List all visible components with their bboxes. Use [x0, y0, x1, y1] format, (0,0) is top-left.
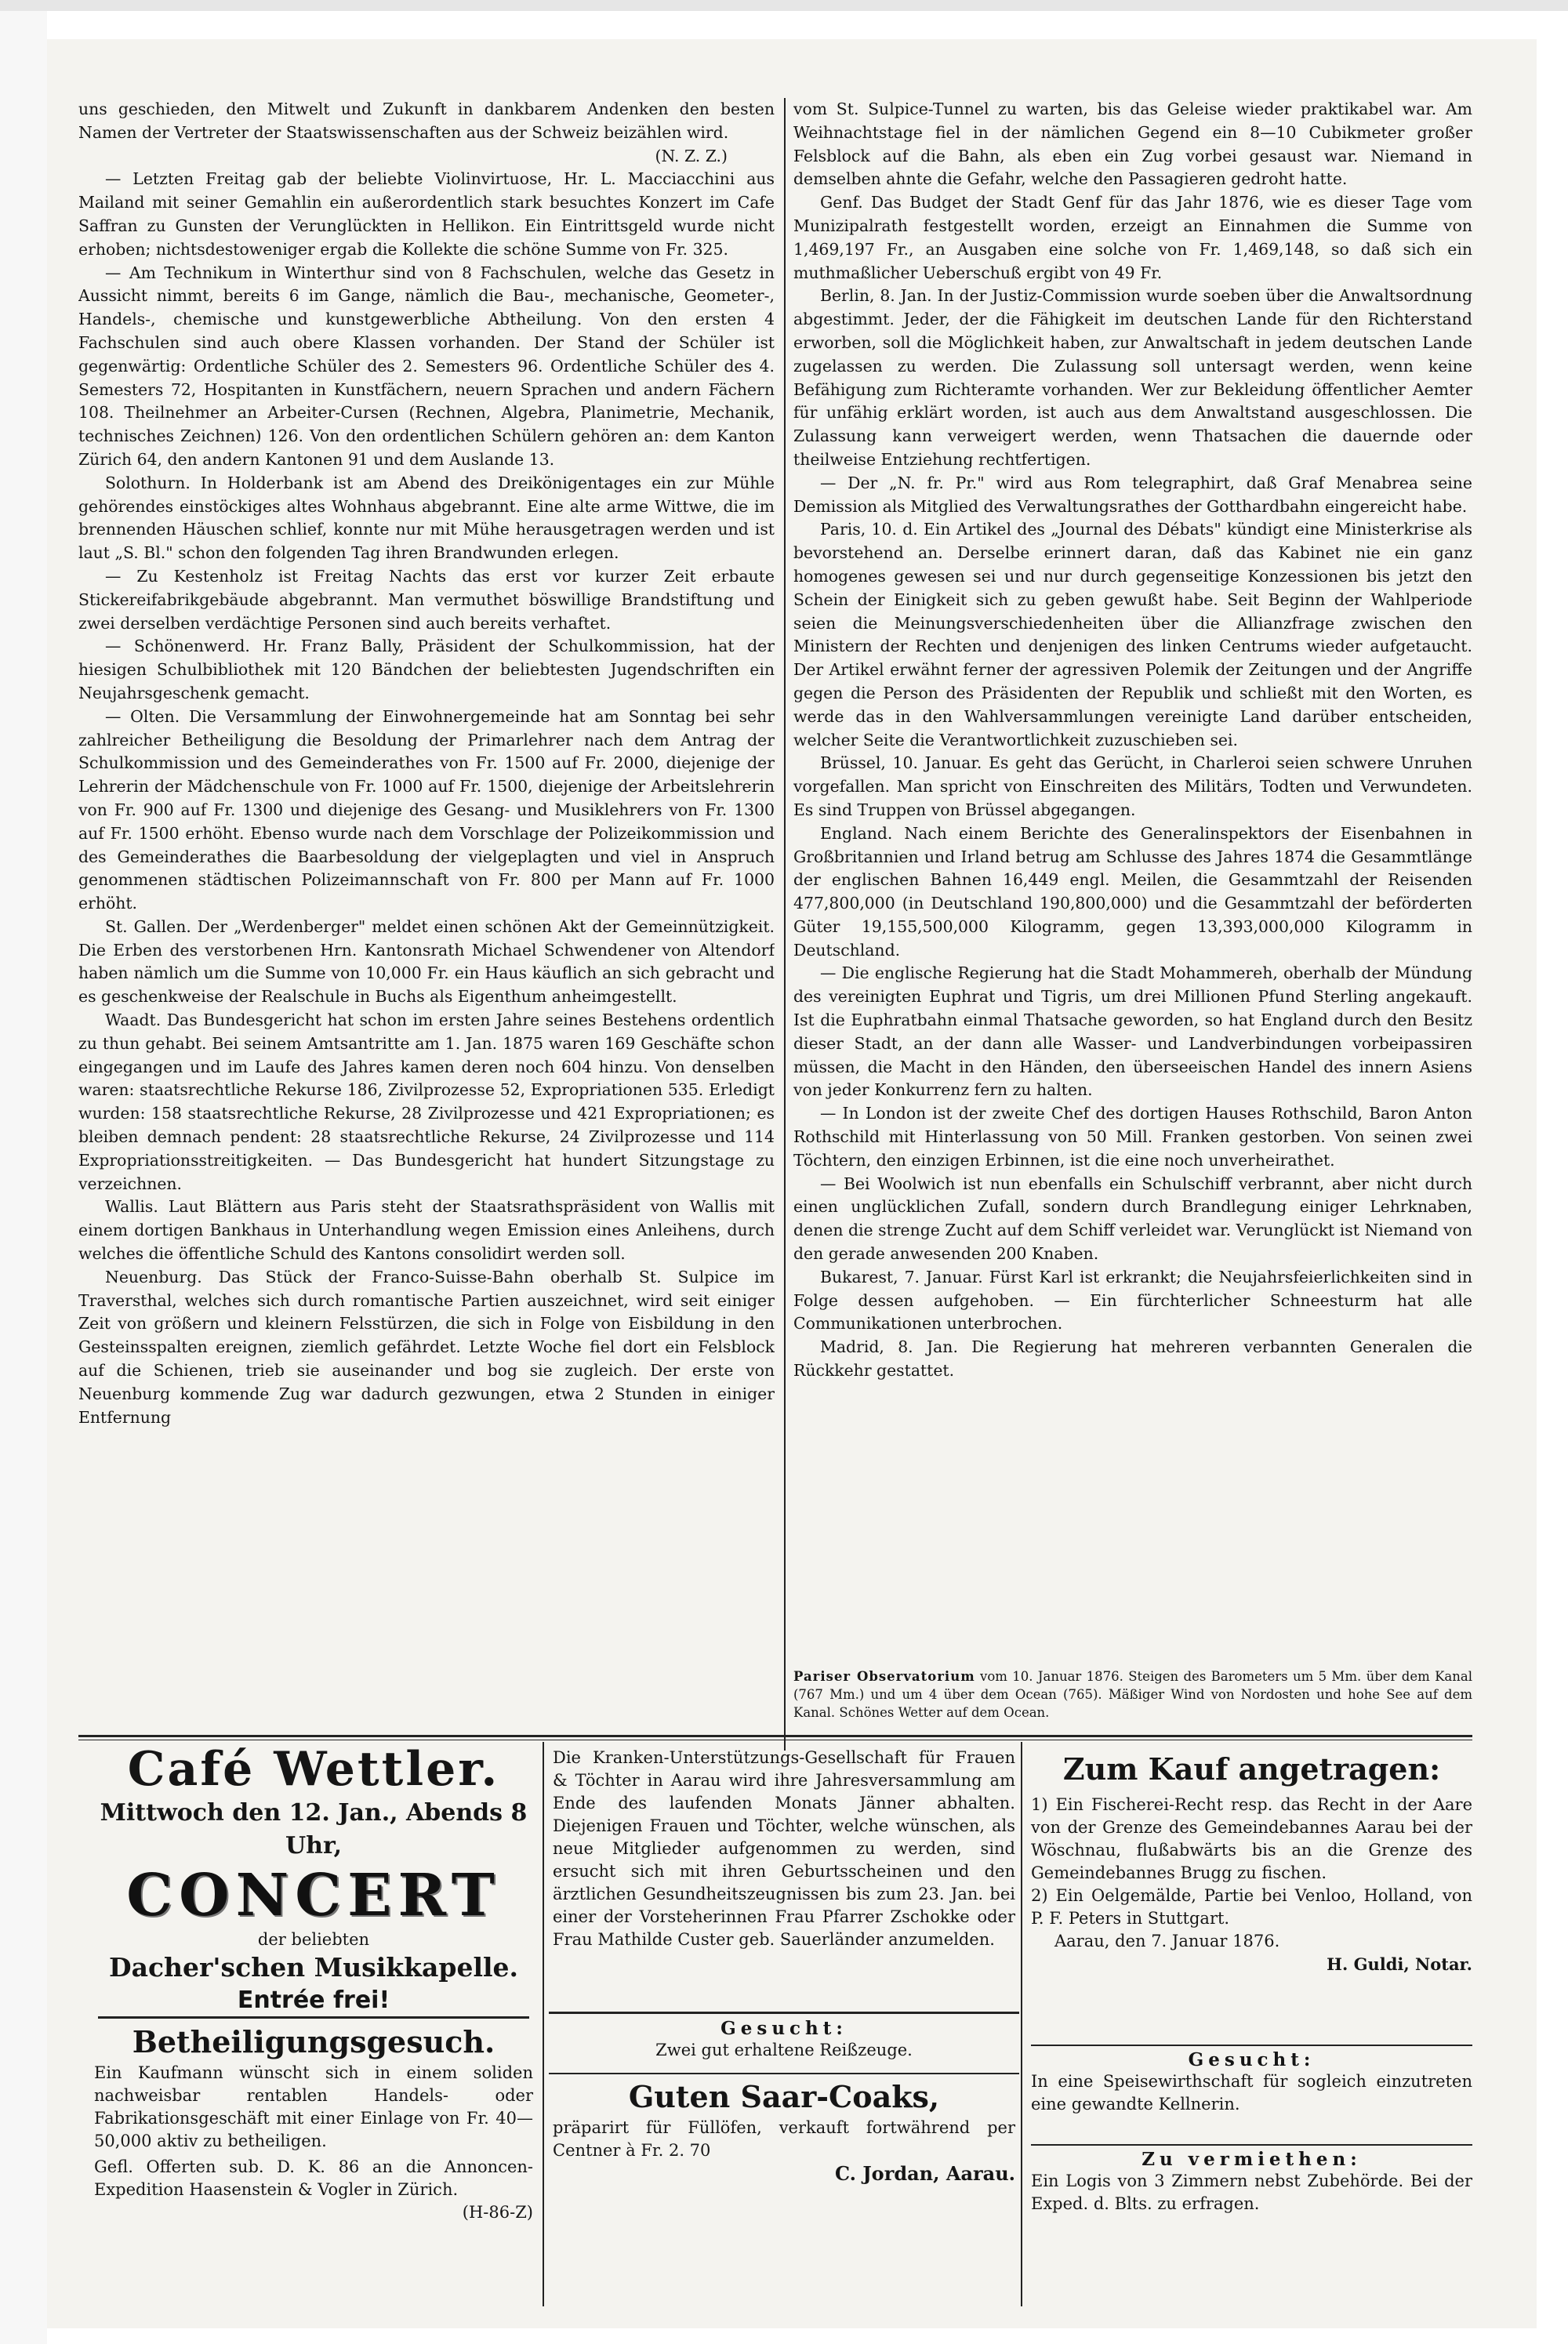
article-paragraph: — Schönenwerd. Hr. Franz Bally, Präsident der Schulkommission, hat der hiesigen Schulbibliothek mit 120 Bändchen der beliebtesten Jugendschriften ein Neujahrsgeschenk gemacht. [78, 637, 775, 702]
ad-separator [549, 2012, 1019, 2014]
article-paragraph: St. Gallen. Der „Werdenberger" meldet einen schönen Akt der Gemeinnützigkeit. Die Erben des verstorbenen Hrn. Kantonsrath Michael Schwendener von Altendorf haben nämlich um die Summe von 10,000 Fr. ein Haus käuflich an sich gebracht und es geschenkweise der Realschule in Buchs als Eigenthum anheimgestellt. [78, 916, 775, 1007]
article-paragraph: — Zu Kestenholz ist Freitag Nachts das erst vor kurzer Zeit erbaute Stickereifabrikgebäude abgebrannt. Man vermuthet böswillige Brandstiftung und zwei derselben verdächtige Personen sind auch bereits verhaftet. [78, 566, 775, 633]
article-paragraph: Paris, 10. d. Ein Artikel des „Journal des Débats" kündigt eine Ministerkrise als bevorstehend an. Derselbe erinnert daran, daß das Kabinet nie ein ganz homogenes gewesen sei und nur durch gegenseitige Konzessionen bis jetzt den Schein der Einigkeit sich zu geben gewußt habe. Seit Beginn der Wahlperiode seien die Meinungsverschiedenheiten über die Allianzfrage zwischen den Ministern der Rechten und denjenigen des linken Centrums wieder aufgetaucht. Der Artikel erwähnt ferner der agressiven Polemik der Zeitungen und der Angriffe gegen die Person des Präsidenten der Republik und schließt mit den Worten, es werde das in den Wahlversammlungen vereinigte Land darüber entscheiden, welcher Seite die Verantwortlichkeit zuzuschieben sei. [793, 520, 1472, 749]
betheiligung-title: Betheiligungsgesuch. [132, 2024, 495, 2059]
kauf-date: Aarau, den 7. Januar 1876. [1054, 1932, 1280, 1950]
kellnerin-text: In eine Speisewirthschaft für sogleich einzutreten eine gewandte Kellnerin. [1031, 2072, 1472, 2114]
kauf-signature: H. Guldi, Notar. [1327, 1954, 1472, 1974]
kauf-item-2: 2) Ein Oelgemälde, Partie bei Venloo, Holland, von P. F. Peters in Stuttgart. [1031, 1886, 1472, 1928]
article-paragraph: Berlin, 8. Jan. In der Justiz-Commission wurde soeben über die Anwaltsordnung abgestimmt. Jeder, der die Fähigkeit im deutschen Lande für den Richterstand erworben, soll die Möglichkeit haben, zur Anwaltschaft in jedem deutschen Lande zugelassen zu werden. Die Zulassung soll untersagt werden, wenn keine Befähigung zum Richteramte vorhanden. Wer zur Bekleidung öffentlicher Aemter für unfähig erklärt worden, ist auch aus dem Anwaltstand ausgeschlossen. Die Zulassung kann verweigert werden, wenn Thatsachen die dauernde oder theilweise Entziehung rechtfertigen. [793, 286, 1472, 469]
article-paragraph: Solothurn. In Holderbank ist am Abend des Dreikönigentages ein zur Mühle gehörendes einstöckiges altes Wohnhaus abgebrannt. Eine alte arme Wittwe, die im brennenden Häuschen schlief, konnte nur mit Mühe herausgetragen werden und ist laut „S. Bl." schon den folgenden Tag ihren Brandwunden erlegen. [78, 473, 775, 563]
article-paragraph: — Letzten Freitag gab der beliebte Violinvirtuose, Hr. L. Macciacchini aus Mailand mit seiner Gemahlin ein außerordentlich stark besuchtes Konzert im Cafe Saffran zu Gunsten der Verunglückten in Hellikon. Ein Eintrittsgeld wurde nicht erhoben; nichtsdestoweniger ergab die Kollekte die schöne Summe von Fr. 325. [78, 169, 775, 259]
ad-separator [549, 2073, 1019, 2074]
article-paragraph: Bukarest, 7. Januar. Fürst Karl ist erkrankt; die Neujahrsfeierlichkeiten sind in Folge dessen aufgehoben. — Ein fürchterlicher Schneesturm hat alle Communikationen unterbrochen. [793, 1267, 1472, 1333]
cafe-wettler-ad [78, 1742, 549, 2016]
coaks-signature: C. Jordan, Aarau. [834, 2162, 1015, 2185]
observatory-heading: Pariser Observatorium [793, 1669, 975, 1684]
entry-note: Entrée frei! [237, 1987, 390, 2014]
reisszeuge-title: Gesucht: [720, 2018, 848, 2039]
concert-date: Mittwoch den 12. Jan., Abends 8 Uhr, [100, 1799, 528, 1860]
article-paragraph: — In London ist der zweite Chef des dortigen Hauses Rothschild, Baron Anton Rothschild mit Hinterlassung von 50 Mill. Franken gestorben. Von seinen zwei Töchtern, den einzigen Erbinnen, ist die eine noch unverheirathet. [793, 1104, 1472, 1170]
betheiligung-offer: Gefl. Offerten sub. D. K. 86 an die Annoncen-Expedition Haasenstein & Vogler in Zürich. [94, 2157, 533, 2199]
ad-column-divider [543, 1742, 544, 2306]
article-paragraph: Brüssel, 10. Januar. Es geht das Gerücht, in Charleroi seien schwere Unruhen vorgefallen. Man spricht von Einschreiten des Militärs, Todten und Verwundeten. Es sind Truppen von Brüssel abgegangen. [793, 753, 1472, 819]
kellnerin-ad [1031, 2049, 1472, 2116]
vermiethen-text: Ein Logis von 3 Zimmern nebst Zubehörde. Bei der Exped. d. Blts. zu erfragen. [1031, 2172, 1472, 2213]
article-paragraph: Waadt. Das Bundesgericht hat schon im ersten Jahre seines Bestehens ordentlich zu thun gehabt. Bei seinem Amtsantritte am 1. Jan. 1875 waren 169 Geschäfte schon eingegangen und im Laufe des Jahres kamen deren noch 604 hinzu. Von denselben waren: staatsrechtliche Rekurse 186, Zivilprozesse 52, Expropriationen 535. Erledigt wurden: 158 staatsrechtliche Rekurse, 28 Zivilprozesse und 421 Expropriationen; es bleiben demnach pendent: 28 staatsrechtliche Rekurse, 24 Zivilprozesse und 114 Expropriationsstreitigkeiten. — Das Bundesgericht hat hundert Sitzungstage zu verzeichnen. [78, 1011, 775, 1193]
ad-column-divider [1021, 1742, 1022, 2306]
betheiligung-code: (H-86-Z) [462, 2203, 533, 2222]
article-paragraph: — Der „N. fr. Pr." wird aus Rom telegraphirt, daß Graf Menabrea seine Demission als Mitglied des Verwaltungsrathes der Gotthardbahn eingereicht habe. [793, 473, 1472, 516]
column-divider [784, 98, 786, 1751]
kauf-item-1: 1) Ein Fischerei-Recht resp. das Recht in der Aare von der Grenze des Gemeindebannes Aarau bei der Wöschnau, flußabwärts bis an die Grenze des Gemeindebannes Brugg zu fischen. [1031, 1795, 1472, 1882]
article-paragraph: — Die englische Regierung hat die Stadt Mohammereh, oberhalb der Mündung des vereinigten Euphrat und Tigris, um drei Millionen Pfund Sterling angekauft. Ist die Euphratbahn einmal Thatsache geworden, so hat England durch den Besitz dieser Stadt, an der dann alle Wasser- und Landverbindungen vorbeipassiren müssen, die Macht in den Händen, den überseeischen Handel des innern Asiens von jeder Konkurrenz fern zu halten. [793, 963, 1472, 1100]
binding-margin [0, 0, 47, 2344]
kellnerin-title: Gesucht: [1188, 2049, 1316, 2070]
observatory-text: vom 10. Januar 1876. Steigen des Barometers um 5 Mm. über dem Kanal (767 Mm.) und um 4 über dem Ocean (765). Mäßiger Wind von Nordosten und hohe See auf dem Kanal. Schönes Wetter auf dem Ocean. [793, 1669, 1472, 1720]
page-top-edge [0, 0, 1568, 11]
reisszeuge-text: Zwei gut erhaltene Reißzeuge. [655, 2041, 913, 2059]
article-paragraph: vom St. Sulpice-Tunnel zu warten, bis das Geleise wieder praktikabel war. Am Weihnachtstage fiel in der nämlichen Gegend ein 8—10 Cubikmeter großer Felsblock auf die Bahn, als eben ein Zug vorbei gesaust war. Niemand in demselben ahnte die Gefahr, welche den Passagieren gedroht hatte. [793, 100, 1472, 189]
ads-divider-top [78, 1735, 1472, 1737]
article-paragraph: Madrid, 8. Jan. Die Regierung hat mehreren verbannten Generalen die Rückkehr gestattet. [793, 1337, 1472, 1381]
concert-heading: CONCERT [126, 1862, 501, 1929]
article-source: (N. Z. Z.) [655, 146, 728, 165]
right-news-column [793, 98, 1472, 1760]
kranken-text: Die Kranken-Unterstützungs-Gesellschaft für Frauen & Töchter in Aarau wird ihre Jahresversammlung am Ende des laufenden Monats Jänner abhalten. Diejenigen Frauen und Töchter, welche wünschen, als neue Mitglieder aufgenommen zu werden, sind ersucht sich mit ihren Geburtsscheinen und den ärztlichen Gesundheitszeugnissen bis zum 23. Jan. bei einer der Vorsteherinnen Frau Pfarrer Zschokke oder Frau Mathilde Custer geb. Sauerländer anzumelden. [553, 1748, 1015, 1949]
coaks-title: Guten Saar-Coaks, [628, 2079, 940, 2114]
cafe-title: Café Wettler. [127, 1742, 500, 1797]
betheiligung-text: Ein Kaufmann wünscht sich in einem soliden nachweisbar rentablen Handels- oder Fabrikationsgeschäft mit einer Einlage von Fr. 40—50,000 aktiv zu betheiligen. [94, 2063, 533, 2150]
kranken-ad [553, 1747, 1015, 1951]
ad-separator [98, 2016, 529, 2019]
ad-separator [1031, 2045, 1472, 2046]
betheiligung-ad [94, 2023, 533, 2224]
kauf-title: Zum Kauf angetragen: [1062, 1751, 1441, 1787]
article-paragraph: England. Nach einem Berichte des Generalinspektors der Eisenbahnen in Großbritannien und Irland betrug am Schlusse des Jahres 1874 die Gesammtlänge der englischen Bahnen 16,449 engl. Meilen, die Gesammtzahl der Reisenden 477,800,000 (in Deutschland 190,800,000) und die Gesammtzahl der beförderten Güter 19,155,500,000 Kilogramm, gegen 13,393,000,000 Kilogramm in Deutschland. [793, 823, 1472, 960]
observatory-report [793, 1667, 1472, 1722]
left-news-column [78, 98, 775, 1730]
reisszeuge-ad [553, 2018, 1015, 2062]
article-paragraph: — Olten. Die Versammlung der Einwohnergemeinde hat am Sonntag bei sehr zahlreicher Betheiligung die Besoldung der Primarlehrer nach dem Antrag der Schulkommission und des Gemeinderathes von Fr. 1500 auf Fr. 2000, diejenige der Lehrerin der Mädchenschule von Fr. 1000 auf Fr. 1500, diejenige der Arbeitslehrerin von Fr. 900 auf Fr. 1300 und diejenige des Gesang- und Musiklehrers von Fr. 1300 auf Fr. 1500 erhöht. Ebenso wurde nach dem Vorschlage der Polizeikommission und des Gemeinderathes die Baarbesoldung der vielgeplagten und viel in Anspruch genommenen städtischen Polizeimannschaft von Fr. 800 per Mann auf Fr. 1000 erhöht. [78, 706, 775, 913]
article-paragraph: uns geschieden, den Mitwelt und Zukunft in dankbarem Andenken den besten Namen der Vertreter der Staatswissenschaften aus der Schweiz beizählen wird. [78, 100, 775, 142]
ad-separator [1031, 2144, 1472, 2146]
article-paragraph: — Bei Woolwich ist nun ebenfalls ein Schulschiff verbrannt, aber nicht durch einen unglücklichen Zufall, sondern durch Brandlegung einiger Lehrknaben, denen die strenge Zucht auf dem Schiff verleidet war. Verunglückt ist Niemand von den gerade anwesenden 200 Knaben. [793, 1174, 1472, 1264]
concert-subtitle: der beliebten [257, 1930, 370, 1949]
coaks-text: präparirt für Füllöfen, verkauft fortwährend per Centner à Fr. 2. 70 [553, 2118, 1015, 2160]
vermiethen-ad [1031, 2149, 1472, 2215]
article-paragraph: — Am Technikum in Winterthur sind von 8 Fachschulen, welche das Gesetz in Aussicht nimmt, bereits 6 im Gange, nämlich die Bau-, mechanische, Geometer-, Handels-, chemische und kunstgewerbliche Abtheilung. Von den ersten 4 Fachschulen sind auch obere Klassen vorhanden. Der Stand der Schüler ist gegenwärtig: Ordentliche Schüler des 2. Semesters 96. Ordentliche Schüler des 4. Semesters 72, Hospitanten in Kunstfächern, neuern Sprachen und andern Fächern 108. Theilnehmer an Arbeiter-Cursen (Rechnen, Algebra, Planimetrie, Mechanik, technisches Zeichnen) 126. Von den ordentlichen Schülern gehören an: dem Kanton Zürich 64, den andern Kantonen 91 und dem Auslande 13. [78, 263, 775, 469]
article-paragraph: Neuenburg. Das Stück der Franco-Suisse-Bahn oberhalb St. Sulpice im Traversthal, welches sich durch romantische Partien auszeichnet, wird seit einiger Zeit von größern und kleinern Felsstürzen, die sich in Folge von Eisbildung in den Gesteinsspalten ereignen, ziemlich gefährdet. Letzte Woche fiel dort ein Felsblock auf die Schienen, trieb sie auseinander und bog sie zugleich. Der erste von Neuenburg kommende Zug war dadurch gezwungen, etwa 2 Stunden in einiger Entfernung [78, 1267, 775, 1427]
article-paragraph: Wallis. Laut Blättern aus Paris steht der Staatsrathspräsident von Wallis mit einem dortigen Bankhaus in Unterhandlung wegen Emission eines Anleihens, durch welches die öffentliche Schuld des Kantons consolidirt werden soll. [78, 1197, 775, 1264]
coaks-ad [553, 2077, 1015, 2185]
band-name: Dacher'schen Musikkapelle. [108, 1952, 519, 1983]
article-paragraph: Genf. Das Budget der Stadt Genf für das Jahr 1876, wie es dieser Tage vom Munizipalrath festgestellt worden, erzeigt an Einnahmen die Summe von 1,469,197 Fr., an Ausgaben eine solche von Fr. 1,469,148, so daß sich ein muthmaßlicher Ueberschuß ergibt von 49 Fr. [793, 193, 1472, 282]
vermiethen-title: Zu vermiethen: [1142, 2149, 1362, 2170]
kauf-ad [1031, 1750, 1472, 1976]
